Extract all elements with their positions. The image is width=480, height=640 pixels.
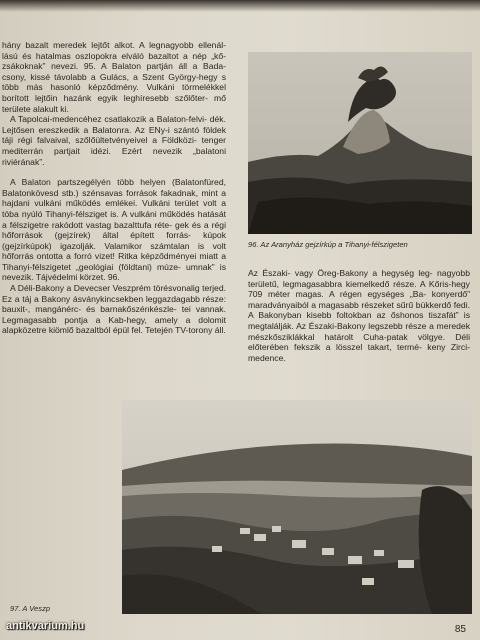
text-line: A Balaton partszegélyén több helyen (Balatonfüred, [10,177,226,188]
text-line: bükkerdő fedi. A Bakonyban kisebb foltokban az őshonos tiszafát” is megtalálják. Az Északi-Bakony legszebb [248,299,470,331]
text-line: kúpok (gejzírkúpok) igazolják. Valamikor számtalan is [2,230,226,251]
paragraph-eszaki-bakony [248,268,470,363]
text-line: tei vannak. Legmagasabb pontja a Kab-hegy, amely a [2,304,226,325]
caption-photo-96: 96. Az Aranyház gejzírkúp a Tihanyi-félszigeten [248,240,408,249]
page-top-shadow [0,0,480,12]
paragraph-basalt [2,40,226,114]
paragraph-deli-bakony [2,283,226,336]
text-line: umnak” is nevezik. Tájvédelmi körzet. 96. [2,261,226,283]
left-text-column [0,40,226,336]
text-line: A Déli-Bakony a Devecser Veszprém törésvonalig [10,283,203,294]
text-line: riviérának”. [2,156,45,167]
text-line: nagyobb területű, legmagasabbra kiemelkedő része. [248,268,470,289]
watermark-text: antikvarium.hu [6,620,85,632]
text-line: volt hőforrás ontotta a forró vizet! Ritka képződményei [2,240,226,262]
photo-landscape [122,400,472,614]
text-line: hajdani vulkáni működés emlékei. Vulkáni terület volt a [2,198,226,209]
text-line: borított lejtőin hazánk egyik leghíresebb szőlőter- [2,92,215,103]
text-line: része: bauxit-, mangánérc- és barnakőszénkészle- [2,293,226,315]
text-line: s több más hasonló képződmény. Vulkáni törmelékkel [2,71,226,93]
geyser-cone-illustration [248,52,472,234]
text-line: völgye. Déli előterében fekszik a lösszel takart, termé- [248,331,470,353]
text-line: terjed. Ez a táj a Bakony ásványkincsekben leggazdagabb [2,283,226,304]
text-line: keny Zirci-medence. [248,342,470,363]
text-line: lású és hatalmas oszlopokra elváló bazaltot a nép „kő- [2,50,226,61]
text-line: hatását a félszigetre rakódott vastag bazalttufa réte- [2,208,226,230]
paragraph-balaton-felvidek [2,114,226,167]
text-line: tóba nyúló Tihanyi-félsziget is. A vulkáni működés [2,208,198,219]
text-line: TV-torony áll. [175,325,226,336]
text-line: csony, kissé távolabb a Gulács, a Szent György-hegy [2,71,222,82]
text-line: Balatonkövesd stb.) szénsavas források fakadnak, mint a [2,187,226,198]
text-line: tenger mediterrán partjait idézi. Ezért nevezik „balatoni [2,135,226,156]
paragraph-tihany [2,177,226,283]
text-line: zsákoknak” nevezi. 95. A Balaton partján áll a Bada- [2,61,226,72]
page-number: 85 [454,624,466,635]
text-line: miatt a Tihanyi-félszigetet „geológiai (földtani) múze- [2,251,226,272]
right-text-column [248,268,470,363]
text-line: A Kőris-hegy 709 méter magas. A régen egységes „Ba- [248,278,470,300]
caption-photo-97: 97. A Veszp [10,604,51,613]
text-line: része a meredek mészkősziklákkal határolt Cuha-patak [248,320,470,342]
text-line: dolomit alapközetre kiömlő bazaltból épül fel. Tetején [2,314,226,336]
text-line: hány bazalt meredek lejtőt alkot. A legnagyobb ellenál- [2,40,226,50]
text-line: mő területe alakult ki. [2,92,226,114]
text-line: dék. Lejtősen ereszkedik a Balatonra. Az ENy-i szántó [2,114,226,135]
text-line: gek és a régi hőforrások (gejzírek) által épített forrás- [2,219,226,241]
text-line: konyerdő” maradványaiból a magasabb részeket sűrű [248,289,470,310]
text-line: földek táji régi falvaival, szőlőültetvényeivel a Földközi- [2,124,226,146]
text-line: A Tapolcai-medencéhez csatlakozik a Balaton-felvi- [10,114,210,125]
text-line: Az Északi- vagy Öreg-Bakony a hegység leg- [248,268,438,278]
photo-geyser-cone [248,52,472,234]
landscape-illustration [122,400,472,614]
